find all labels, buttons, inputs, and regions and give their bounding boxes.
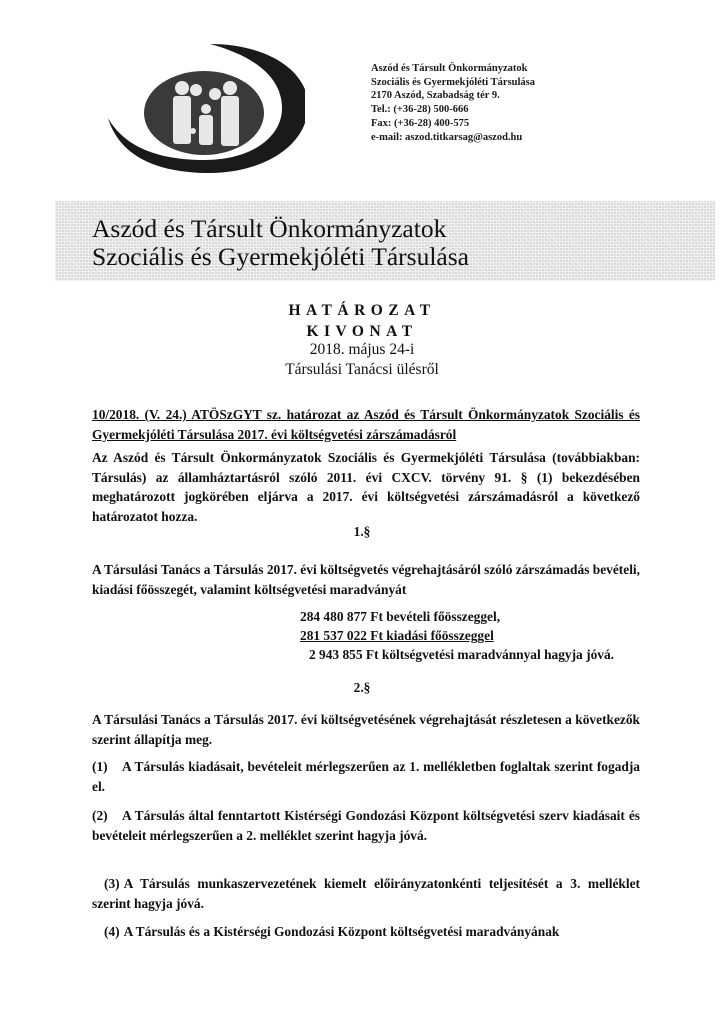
contact-org-line1: Aszód és Társult Önkormányzatok (371, 63, 528, 74)
session-name: Társulási Tanácsi ülésről (285, 361, 439, 378)
section-2-item (92, 757, 640, 796)
session-date: 2018. május 24-i (309, 341, 415, 358)
banner-title (92, 215, 469, 271)
item-number: (2) (92, 808, 108, 823)
amount-residual: 2 943 855 Ft költségvetési maradvánnyal hagyja jóvá. (309, 647, 614, 662)
family-logo-icon (100, 38, 305, 173)
section-2-text: A Társulási Tanács a Társulás 2017. évi költségvetésének végrehajtását részletesen a következők szerint állapítja meg. (92, 712, 640, 747)
item-text: A Társulás által fenntartott Kistérségi Gondozási Központ költségvetési szerv kiadásait és bevételeit mérlegszerűen a 2. melléklet szerint hagyja jóvá. (92, 808, 640, 843)
section-2-item (92, 806, 640, 845)
document-type-title: HATÁROZAT (288, 302, 436, 319)
banner-title-line1: Aszód és Társult Önkormányzatok (92, 214, 447, 243)
contact-email: e-mail: aszod.titkarsag@aszod.hu (371, 131, 523, 143)
item-text: A Társulás kiadásait, bevételeit mérlegszerűen az 1. mellékletben foglaltak szerint fogadja el. (92, 759, 640, 794)
contact-org-line2: Szociális és Gyermekjóléti Társulása (371, 76, 535, 88)
document-subtype-title: KIVONAT (306, 323, 418, 340)
item-number: (1) (92, 759, 108, 774)
section-2-item (92, 922, 640, 942)
contact-info (371, 62, 535, 144)
section-2-item (92, 874, 640, 913)
contact-fax: Fax: (+36-28) 400-575 (371, 117, 470, 129)
item-number: (4) (104, 924, 120, 939)
organization-logo (100, 38, 305, 173)
section-2-heading: 2.§ (353, 680, 371, 695)
contact-phone: Tel.: (+36-28) 500-666 (371, 104, 469, 116)
item-text: A Társulás és a Kistérségi Gondozási Központ költségvetési maradványának (123, 924, 560, 939)
amount-expenditure: 281 537 022 Ft kiadási főösszeggel (300, 628, 494, 643)
banner-title-line2: Szociális és Gyermekjóléti Társulása (92, 242, 469, 271)
item-number: (3) (104, 876, 120, 891)
section-1-heading: 1.§ (353, 524, 371, 539)
item-text: A Társulás munkaszervezetének kiemelt előirányzatonkénti teljesítését a 3. melléklet szerint hagyja jóvá. (92, 876, 640, 911)
section-1-text: A Társulási Tanács a Társulás 2017. évi költségvetés végrehajtásáról szóló zárszámadás bevételi, kiadási főösszegét, valamint költségvetési maradványát (92, 562, 640, 597)
resolution-reference: 10/2018. (V. 24.) ATÖSzGYT sz. határozat az Aszód és Társult Önkormányzatok Szociális és Gyermekjóléti Társulása 2017. évi költségvetési zárszámadásról (92, 407, 640, 442)
amount-revenue: 284 480 877 Ft bevételi főösszeggel, (300, 609, 501, 624)
contact-address: 2170 Aszód, Szabadság tér 9. (371, 90, 500, 102)
intro-paragraph: Az Aszód és Társult Önkormányzatok Szociális és Gyermekjóléti Társulása (továbbiakban: Társulás) az államháztartásról szóló 2011. évi CXCV. törvény 91. § (1) bekezdésében meghatározott jogkörében eljárva a 2017. évi költségvetési zárszámadásról a következő határozatot hozza. (92, 450, 640, 524)
